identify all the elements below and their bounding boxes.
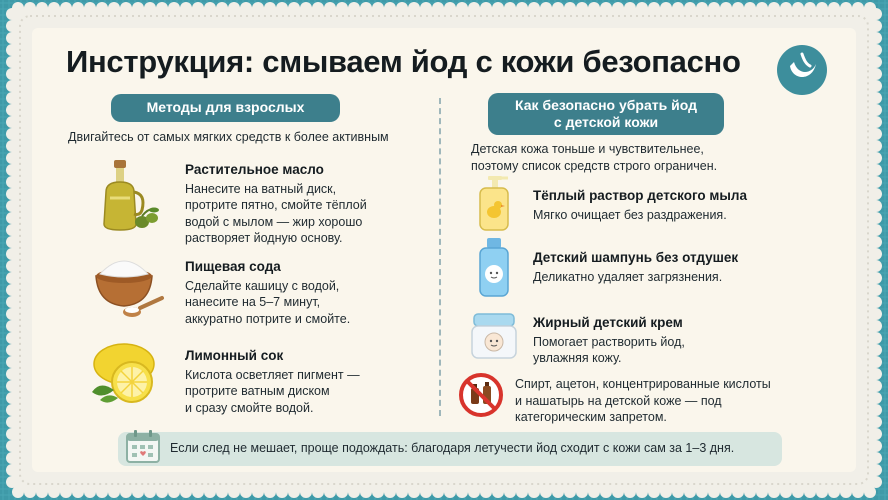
lace-scallop xyxy=(6,404,18,416)
baby-cream-method xyxy=(533,314,803,367)
lace-scallop xyxy=(96,2,108,14)
lace-scallop xyxy=(480,2,492,14)
lemon-desc-line: протрите ватным диском xyxy=(185,384,330,399)
lace-scallop xyxy=(6,392,18,404)
lace-scallop xyxy=(6,476,18,488)
soda-method xyxy=(185,258,415,327)
lace-scallop xyxy=(216,2,228,14)
lace-scallop xyxy=(6,368,18,380)
lace-scallop xyxy=(612,2,624,14)
warning-line: Спирт, ацетон, концентрированные кислоты xyxy=(515,377,771,391)
lace-scallop xyxy=(156,486,168,498)
lace-scallop xyxy=(396,2,408,14)
lace-scallop xyxy=(528,486,540,498)
lace-scallop xyxy=(870,308,882,320)
lace-scallop xyxy=(420,2,432,14)
lace-scallop xyxy=(108,2,120,14)
lace-scallop xyxy=(600,2,612,14)
baby-cream-description xyxy=(533,334,803,367)
lace-scallop xyxy=(648,486,660,498)
lace-scallop xyxy=(870,20,882,32)
lace-scallop xyxy=(612,486,624,498)
lace-scallop xyxy=(756,2,768,14)
baby-cream-desc-line: Помогает растворить йод, xyxy=(533,334,685,349)
lace-scallop xyxy=(408,486,420,498)
lace-scallop xyxy=(870,224,882,236)
cream-jar-icon xyxy=(468,310,520,362)
lace-scallop xyxy=(120,2,132,14)
lace-scallop xyxy=(300,2,312,14)
lace-scallop xyxy=(828,486,840,498)
lace-scallop xyxy=(6,92,18,104)
lace-scallop xyxy=(870,320,882,332)
lace-scallop xyxy=(456,2,468,14)
lace-scallop xyxy=(492,486,504,498)
lace-scallop xyxy=(6,8,18,20)
lace-scallop xyxy=(348,2,360,14)
lace-scallop xyxy=(6,272,18,284)
lace-scallop xyxy=(870,176,882,188)
lace-scallop xyxy=(72,2,84,14)
adults-methods-header: Методы для взрослых xyxy=(111,94,340,122)
lace-scallop xyxy=(870,104,882,116)
lace-scallop xyxy=(120,486,132,498)
lace-scallop xyxy=(180,2,192,14)
lace-scallop xyxy=(6,248,18,260)
lace-scallop xyxy=(6,140,18,152)
baby-shampoo-method xyxy=(533,249,803,285)
lace-scallop xyxy=(144,486,156,498)
lace-scallop xyxy=(6,212,18,224)
lace-scallop xyxy=(6,32,18,44)
lace-scallop xyxy=(72,486,84,498)
lace-scallop xyxy=(84,2,96,14)
lace-scallop xyxy=(456,486,468,498)
lemon-icon xyxy=(82,340,168,406)
lace-scallop xyxy=(6,104,18,116)
lace-scallop xyxy=(870,188,882,200)
lace-scallop xyxy=(6,380,18,392)
lace-scallop xyxy=(228,486,240,498)
lace-scallop xyxy=(516,486,528,498)
lace-scallop xyxy=(684,486,696,498)
lace-scallop xyxy=(6,440,18,452)
lace-scallop xyxy=(870,272,882,284)
lace-scallop xyxy=(792,486,804,498)
lace-scallop xyxy=(468,486,480,498)
lace-scallop xyxy=(6,116,18,128)
lace-scallop xyxy=(276,486,288,498)
lace-scallop xyxy=(540,2,552,14)
lace-scallop xyxy=(852,486,864,498)
lace-scallop xyxy=(6,68,18,80)
lace-scallop xyxy=(870,368,882,380)
children-intro-line: поэтому список средств строго ограничен. xyxy=(471,158,718,173)
lace-scallop xyxy=(564,2,576,14)
oil-desc-line: протрите пятно, смойте тёплой xyxy=(185,198,367,213)
lace-scallop xyxy=(870,8,882,20)
lace-scallop xyxy=(48,2,60,14)
lace-scallop xyxy=(6,320,18,332)
baby-shampoo-description xyxy=(533,269,803,286)
lace-scallop xyxy=(828,2,840,14)
lace-scallop xyxy=(588,2,600,14)
lace-scallop xyxy=(816,486,828,498)
baby-soap-desc-line: Мягко очищает без раздражения. xyxy=(533,207,727,222)
lace-scallop xyxy=(768,486,780,498)
lace-scallop xyxy=(870,380,882,392)
lace-scallop xyxy=(768,2,780,14)
soda-desc-line: аккуратно потрите и смойте. xyxy=(185,311,351,326)
lace-scallop xyxy=(648,2,660,14)
lace-scallop xyxy=(432,486,444,498)
lace-scallop xyxy=(204,2,216,14)
lace-scallop xyxy=(384,486,396,498)
lace-scallop xyxy=(780,486,792,498)
lace-scallop xyxy=(6,224,18,236)
lace-scallop xyxy=(6,44,18,56)
lace-scallop xyxy=(6,344,18,356)
lace-scallop xyxy=(60,2,72,14)
lace-scallop xyxy=(6,308,18,320)
lace-scallop xyxy=(708,486,720,498)
lace-scallop xyxy=(6,356,18,368)
lace-scallop xyxy=(840,486,852,498)
lace-scallop xyxy=(36,2,48,14)
lace-scallop xyxy=(60,486,72,498)
lace-scallop xyxy=(804,486,816,498)
lace-scallop xyxy=(408,2,420,14)
lace-scallop xyxy=(870,152,882,164)
lace-scallop xyxy=(624,486,636,498)
lace-scallop xyxy=(6,176,18,188)
lace-scallop xyxy=(870,80,882,92)
lace-scallop xyxy=(672,2,684,14)
lace-scallop xyxy=(372,486,384,498)
lace-scallop xyxy=(6,464,18,476)
lace-scallop xyxy=(6,296,18,308)
lace-scallop xyxy=(852,2,864,14)
oil-bottle-icon xyxy=(92,158,162,234)
lemon-method xyxy=(185,347,415,416)
lace-scallop xyxy=(6,200,18,212)
lace-scallop xyxy=(576,2,588,14)
prohibited-substances-warning xyxy=(515,376,805,426)
lace-scallop xyxy=(870,140,882,152)
lace-scallop xyxy=(6,80,18,92)
lace-scallop xyxy=(870,92,882,104)
lace-scallop xyxy=(576,486,588,498)
lace-scallop xyxy=(168,486,180,498)
oil-title: Растительное масло xyxy=(185,162,324,177)
lace-scallop xyxy=(870,392,882,404)
lace-scallop xyxy=(288,2,300,14)
lace-scallop xyxy=(372,2,384,14)
lace-scallop xyxy=(96,486,108,498)
lace-scallop xyxy=(300,486,312,498)
lace-scallop xyxy=(6,452,18,464)
lace-scallop xyxy=(528,2,540,14)
lace-scallop xyxy=(156,2,168,14)
footer-note-text: Если след не мешает, проще подождать: благодаря летучести йод сходит с кожи сам за 1–3 дня. xyxy=(170,441,735,455)
lace-scallop xyxy=(492,2,504,14)
lace-scallop xyxy=(840,2,852,14)
lace-scallop xyxy=(180,486,192,498)
baby-soap-method xyxy=(533,187,803,223)
lace-scallop xyxy=(192,486,204,498)
lace-scallop xyxy=(504,2,516,14)
lace-scallop xyxy=(396,486,408,498)
lace-scallop xyxy=(48,486,60,498)
lace-scallop xyxy=(192,2,204,14)
lace-scallop xyxy=(312,2,324,14)
lace-scallop xyxy=(870,296,882,308)
lace-scallop xyxy=(6,260,18,272)
lace-scallop xyxy=(324,2,336,14)
calendar-icon xyxy=(124,428,162,466)
lace-scallop xyxy=(36,486,48,498)
oil-description xyxy=(185,181,415,248)
soap-dispenser-icon xyxy=(474,174,514,234)
page-title: Инструкция: смываем йод с кожи безопасно xyxy=(66,44,741,79)
prohibited-bottles-icon xyxy=(458,372,504,418)
oil-desc-line: Нанесите на ватный диск, xyxy=(185,181,337,196)
lace-scallop xyxy=(600,486,612,498)
lace-scallop xyxy=(24,2,36,14)
lemon-title: Лимонный сок xyxy=(185,348,284,363)
lace-scallop xyxy=(720,2,732,14)
lace-scallop xyxy=(660,2,672,14)
baby-cream-title: Жирный детский крем xyxy=(533,315,683,330)
lace-scallop xyxy=(870,260,882,272)
baby-soap-title: Тёплый раствор детского мыла xyxy=(533,188,748,203)
lace-scallop xyxy=(552,486,564,498)
lace-scallop xyxy=(252,2,264,14)
baking-soda-bowl-icon xyxy=(88,252,168,322)
lace-scallop xyxy=(312,486,324,498)
lace-scallop xyxy=(168,2,180,14)
soda-desc-line: нанесите на 5–7 минут, xyxy=(185,295,321,310)
lace-scallop xyxy=(870,440,882,452)
lace-scallop xyxy=(672,486,684,498)
lace-scallop xyxy=(264,2,276,14)
oil-desc-line: растворяет йодную основу. xyxy=(185,231,343,246)
lemon-description xyxy=(185,367,415,417)
oil-desc-line: водой с мылом — жир хорошо xyxy=(185,214,363,229)
brand-logo-icon xyxy=(776,44,828,96)
baby-shampoo-desc-line: Деликатно удаляет загрязнения. xyxy=(533,269,723,284)
lace-scallop xyxy=(6,284,18,296)
lace-scallop xyxy=(870,68,882,80)
lace-scallop xyxy=(870,56,882,68)
lace-scallop xyxy=(276,2,288,14)
lace-scallop xyxy=(6,20,18,32)
lace-scallop xyxy=(870,164,882,176)
lace-scallop xyxy=(696,486,708,498)
lace-scallop xyxy=(870,236,882,248)
lace-scallop xyxy=(252,486,264,498)
lace-scallop xyxy=(870,344,882,356)
lace-scallop xyxy=(732,2,744,14)
oil-method xyxy=(185,161,415,247)
lace-scallop xyxy=(684,2,696,14)
lace-scallop xyxy=(84,486,96,498)
lace-scallop xyxy=(432,2,444,14)
lace-scallop xyxy=(870,404,882,416)
lace-scallop xyxy=(870,128,882,140)
lace-scallop xyxy=(870,464,882,476)
column-divider xyxy=(439,98,441,416)
lace-scallop xyxy=(516,2,528,14)
lace-scallop xyxy=(744,486,756,498)
lace-scallop xyxy=(540,486,552,498)
lace-scallop xyxy=(780,2,792,14)
lemon-desc-line: Кислота осветляет пигмент — xyxy=(185,367,360,382)
lace-scallop xyxy=(216,486,228,498)
lace-scallop xyxy=(588,486,600,498)
lemon-desc-line: и сразу смойте водой. xyxy=(185,400,314,415)
lace-scallop xyxy=(444,2,456,14)
baby-cream-desc-line: увлажняя кожу. xyxy=(533,351,622,366)
lace-scallop xyxy=(6,332,18,344)
lace-scallop xyxy=(336,486,348,498)
lace-scallop xyxy=(12,486,24,498)
lace-scallop xyxy=(552,2,564,14)
lace-scallop xyxy=(240,486,252,498)
lace-scallop xyxy=(870,428,882,440)
children-methods-header xyxy=(488,93,724,135)
lace-scallop xyxy=(6,56,18,68)
lace-scallop xyxy=(756,486,768,498)
lace-scallop xyxy=(228,2,240,14)
lace-scallop xyxy=(870,452,882,464)
lace-scallop xyxy=(870,416,882,428)
warning-line: категорическим запретом. xyxy=(515,410,667,425)
lace-scallop xyxy=(6,428,18,440)
children-intro-line: Детская кожа тоньше и чувствительнее, xyxy=(471,142,704,156)
lace-scallop xyxy=(420,486,432,498)
lace-scallop xyxy=(864,486,876,498)
lace-scallop xyxy=(444,486,456,498)
lace-scallop xyxy=(6,416,18,428)
lace-scallop xyxy=(204,486,216,498)
lace-scallop xyxy=(480,486,492,498)
shampoo-bottle-icon xyxy=(474,236,514,300)
lace-scallop xyxy=(132,486,144,498)
lace-scallop xyxy=(870,332,882,344)
lace-scallop xyxy=(870,44,882,56)
lace-scallop xyxy=(6,164,18,176)
lace-scallop xyxy=(792,2,804,14)
warning-line: и нашатырь на детской коже — под xyxy=(515,393,722,408)
lace-scallop xyxy=(564,486,576,498)
lace-scallop xyxy=(6,152,18,164)
lace-scallop xyxy=(708,2,720,14)
lace-scallop xyxy=(870,284,882,296)
lace-scallop xyxy=(324,486,336,498)
lace-scallop xyxy=(144,2,156,14)
lace-scallop xyxy=(816,2,828,14)
lace-scallop xyxy=(504,486,516,498)
lace-scallop xyxy=(360,486,372,498)
lace-scallop xyxy=(870,212,882,224)
lace-scallop xyxy=(732,486,744,498)
lace-scallop xyxy=(240,2,252,14)
children-header-line-1: Как безопасно убрать йод xyxy=(515,96,697,113)
lace-scallop xyxy=(870,32,882,44)
lace-scallop xyxy=(744,2,756,14)
lace-scallop xyxy=(384,2,396,14)
soda-desc-line: Сделайте кашицу с водой, xyxy=(185,278,340,293)
children-intro-text xyxy=(471,141,801,175)
lace-scallop xyxy=(468,2,480,14)
lace-scallop xyxy=(870,248,882,260)
lace-scallop xyxy=(336,2,348,14)
lace-scallop xyxy=(6,128,18,140)
lace-scallop xyxy=(132,2,144,14)
lace-scallop xyxy=(6,188,18,200)
lace-scallop xyxy=(636,486,648,498)
lace-scallop xyxy=(696,2,708,14)
lace-scallop xyxy=(870,200,882,212)
lace-scallop xyxy=(660,486,672,498)
lace-scallop xyxy=(24,486,36,498)
lace-scallop xyxy=(720,486,732,498)
lace-scallop xyxy=(624,2,636,14)
adults-intro-text: Двигайтесь от самых мягких средств к более активным xyxy=(68,130,389,144)
lace-scallop xyxy=(870,356,882,368)
lace-scallop xyxy=(288,486,300,498)
soda-title: Пищевая сода xyxy=(185,259,281,274)
lace-scallop xyxy=(636,2,648,14)
lace-scallop xyxy=(6,236,18,248)
lace-scallop xyxy=(264,486,276,498)
baby-soap-description xyxy=(533,207,803,224)
lace-scallop xyxy=(108,486,120,498)
baby-shampoo-title: Детский шампунь без отдушек xyxy=(533,250,739,265)
soda-description xyxy=(185,278,415,328)
lace-scallop xyxy=(804,2,816,14)
lace-scallop xyxy=(360,2,372,14)
children-header-line-2: с детской кожи xyxy=(553,114,659,130)
lace-scallop xyxy=(870,476,882,488)
lace-scallop xyxy=(870,116,882,128)
lace-scallop xyxy=(348,486,360,498)
